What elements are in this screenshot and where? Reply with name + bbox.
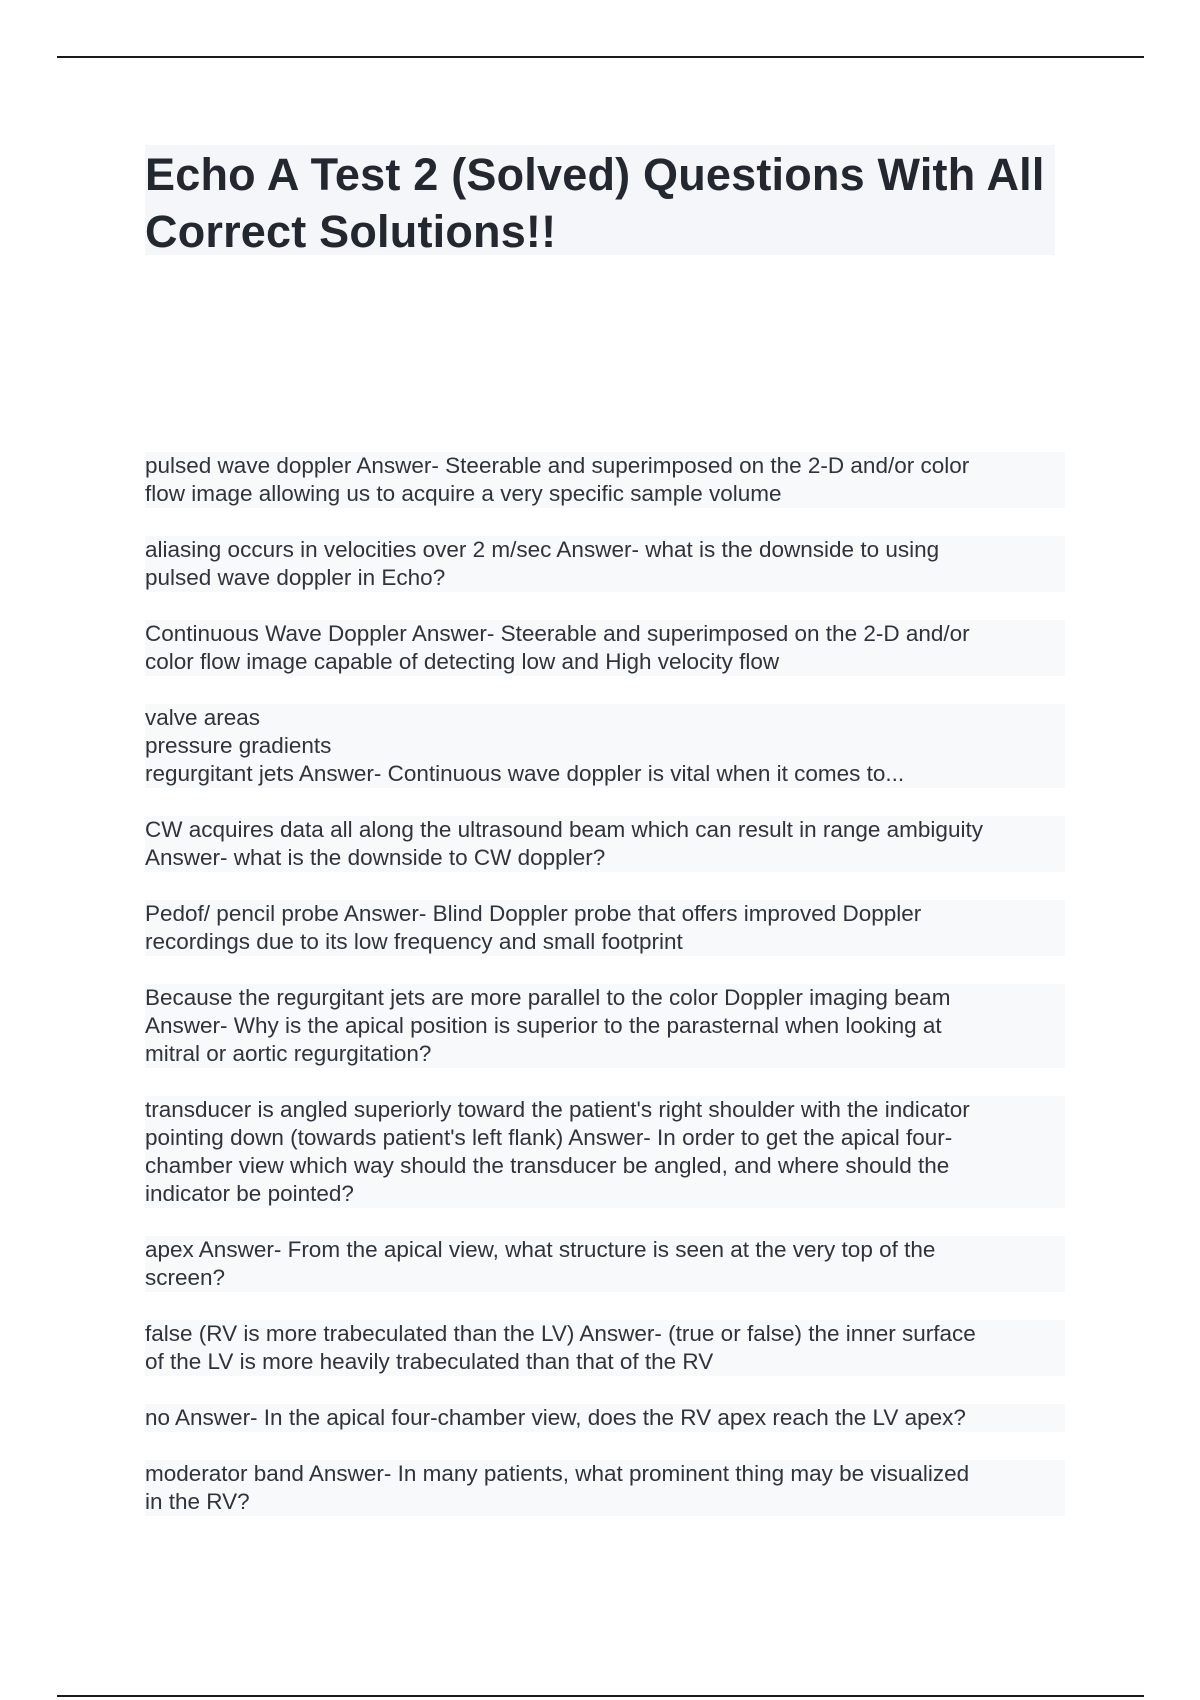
qa-item-8: transducer is angled superiorly toward the patient's right shoulder with the indicator pointing down (towards patient's left flank) Answer- In order to get the apical four- chamber view which way should the transducer be angled, and where should the indicator be pointed? — [145, 1096, 1065, 1208]
qa-item-12: moderator band Answer- In many patients, what prominent thing may be visualized in the RV? — [145, 1460, 1065, 1516]
qa-list — [145, 452, 1065, 1544]
qa-item-6: Pedof/ pencil probe Answer- Blind Doppler probe that offers improved Doppler recordings due to its low frequency and small footprint — [145, 900, 1065, 956]
document-title: Echo A Test 2 (Solved) Questions With All Correct Solutions!! — [145, 149, 1045, 257]
qa-item-7: Because the regurgitant jets are more parallel to the color Doppler imaging beam Answer- Why is the apical position is superior to the parasternal when looking at mitral or aortic regurgitation? — [145, 984, 1065, 1068]
qa-item-10: false (RV is more trabeculated than the LV) Answer- (true or false) the inner surface of the LV is more heavily trabeculated than that of the RV — [145, 1320, 1065, 1376]
qa-item-11: no Answer- In the apical four-chamber view, does the RV apex reach the LV apex? — [145, 1404, 1065, 1432]
qa-item-4: valve areas pressure gradients regurgitant jets Answer- Continuous wave doppler is vital when it comes to... — [145, 704, 1065, 788]
qa-item-1: pulsed wave doppler Answer- Steerable and superimposed on the 2-D and/or color flow image allowing us to acquire a very specific sample volume — [145, 452, 1065, 508]
qa-item-9: apex Answer- From the apical view, what structure is seen at the very top of the screen? — [145, 1236, 1065, 1292]
qa-item-2: aliasing occurs in velocities over 2 m/sec Answer- what is the downside to using pulsed wave doppler in Echo? — [145, 536, 1065, 592]
top-divider — [57, 56, 1144, 58]
qa-item-3: Continuous Wave Doppler Answer- Steerable and superimposed on the 2-D and/or color flow image capable of detecting low and High velocity flow — [145, 620, 1065, 676]
qa-item-5: CW acquires data all along the ultrasound beam which can result in range ambiguity Answer- what is the downside to CW doppler? — [145, 816, 1065, 872]
bottom-divider — [57, 1695, 1144, 1697]
